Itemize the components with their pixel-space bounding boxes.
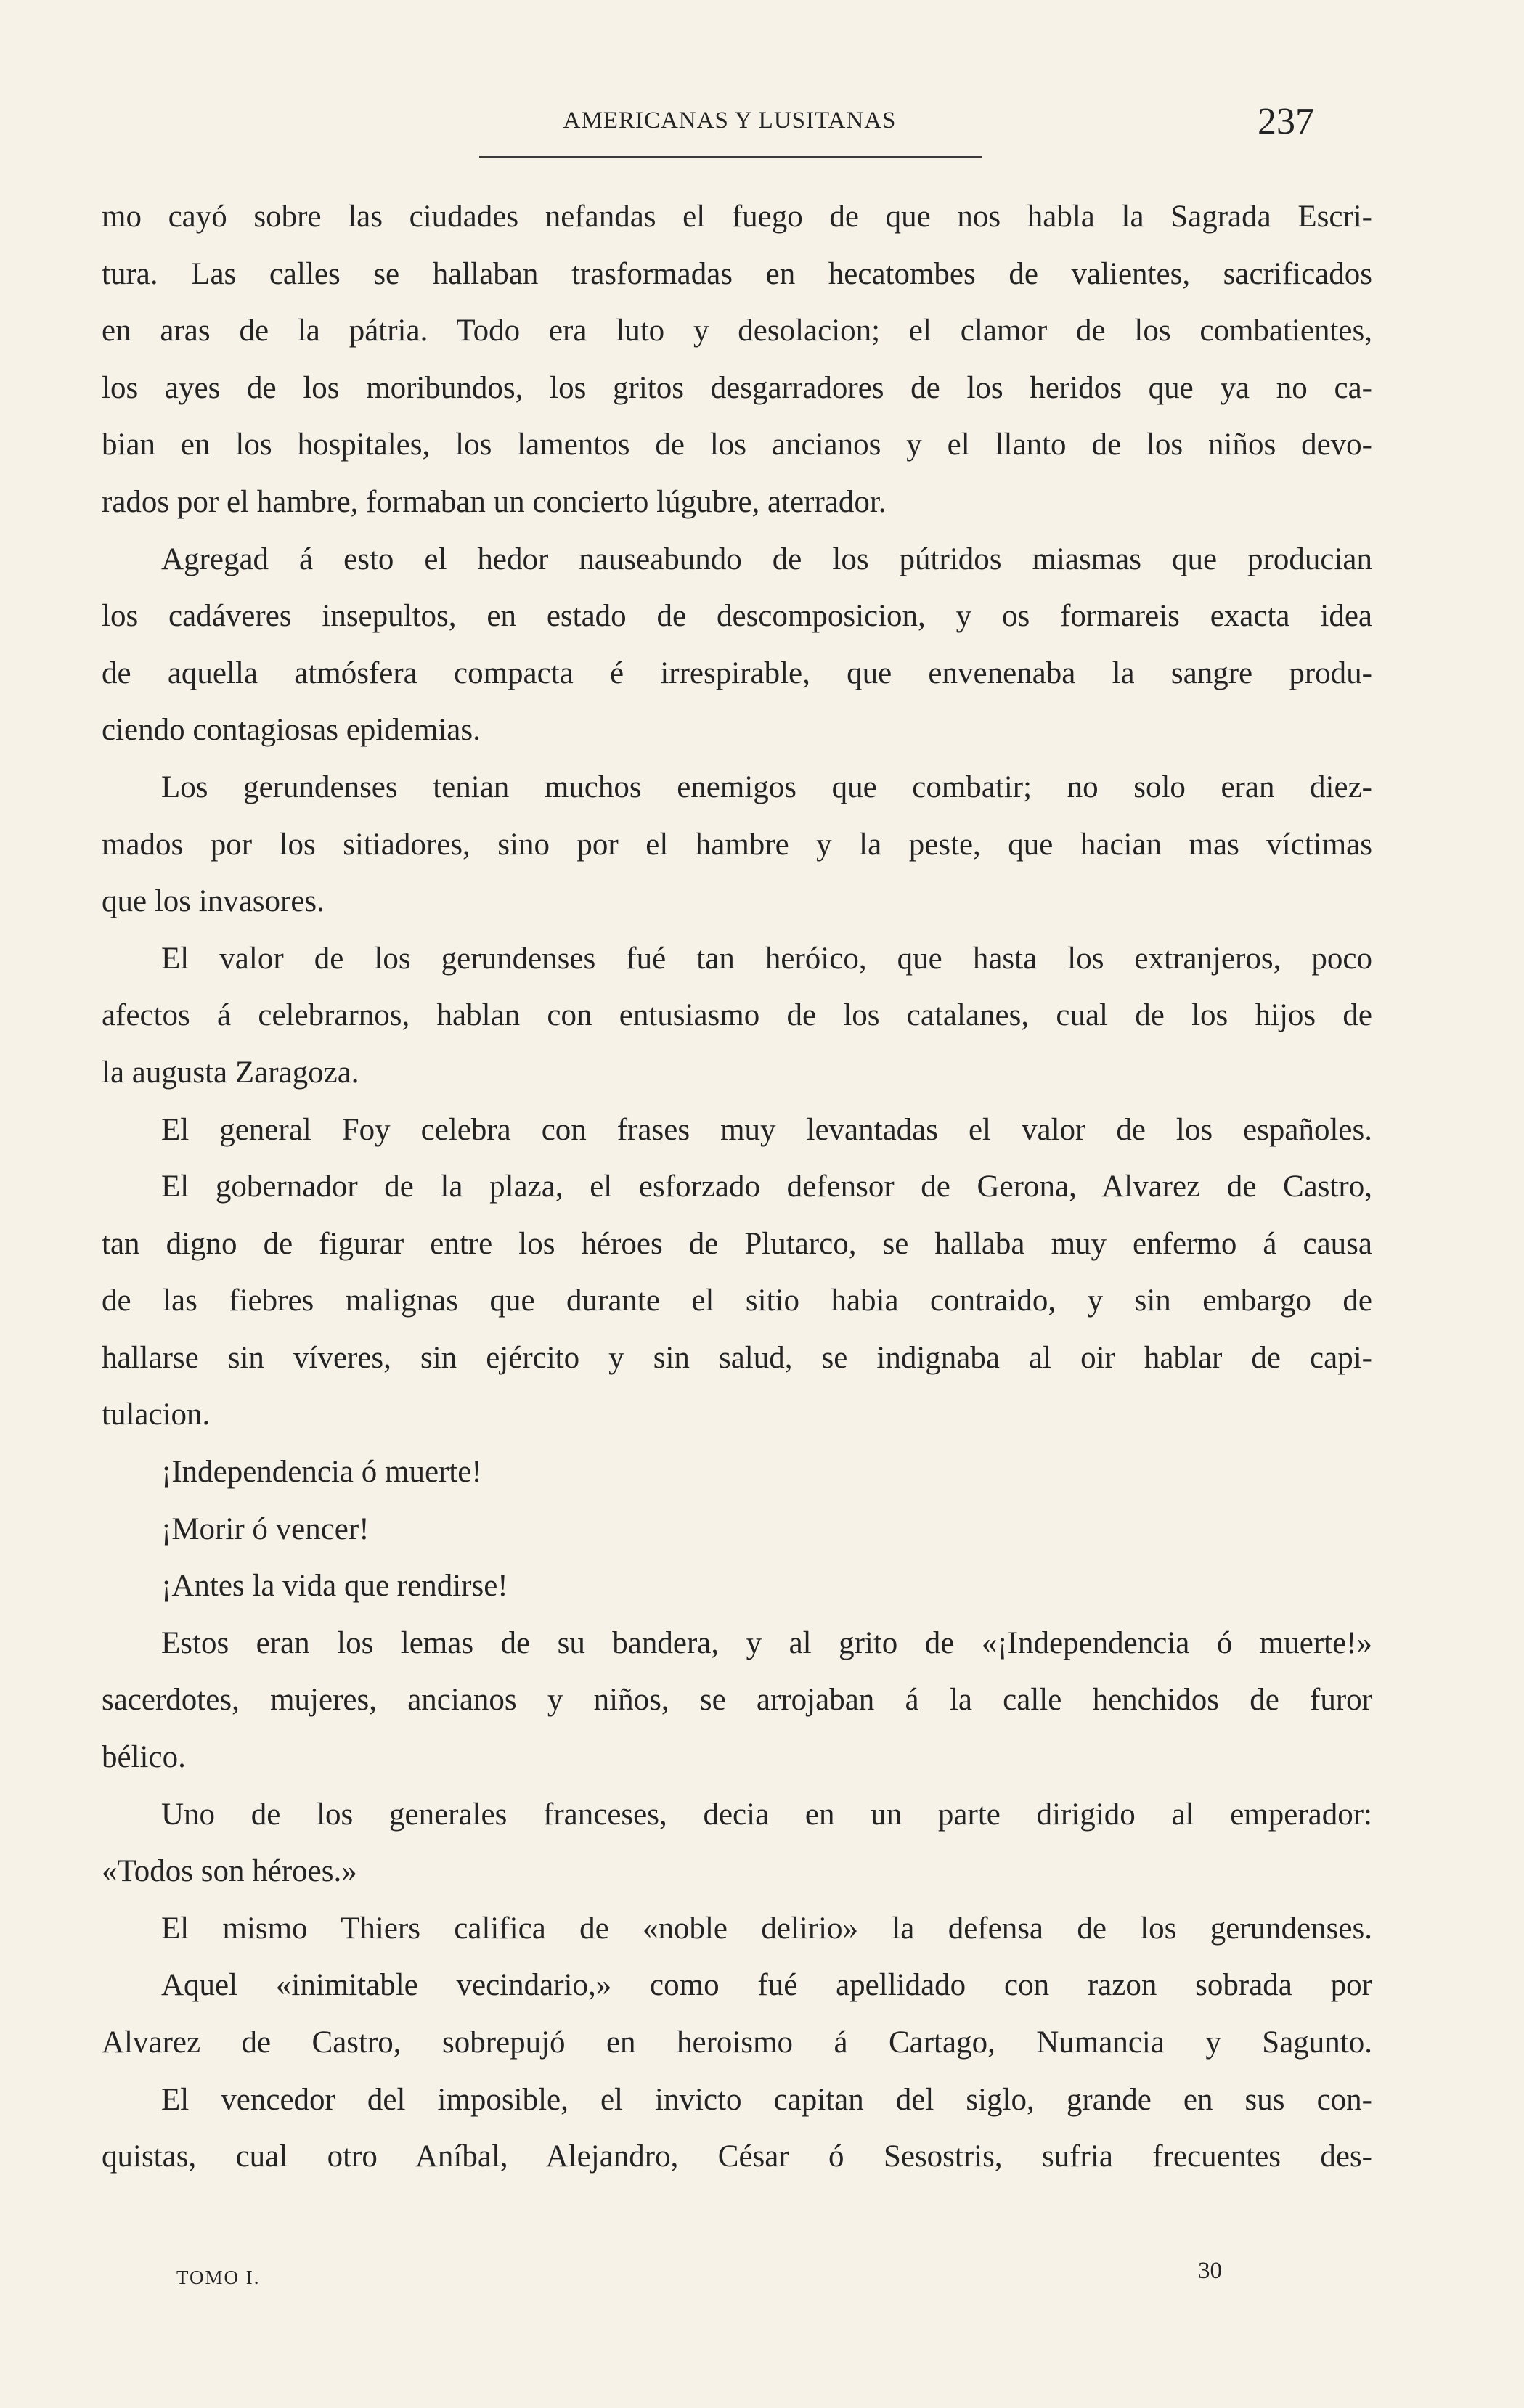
text-line: Los gerundenses tenian muchos enemigos que combatir; no solo eran diez- xyxy=(161,770,1372,804)
text-line: los cadáveres insepultos, en estado de descomposicion, y os formareis exacta idea xyxy=(102,599,1372,634)
text-line: bian en los hospitales, los lamentos de los ancianos y el llanto de los niños devo- xyxy=(102,428,1372,462)
text-line: tan digno de figurar entre los héroes de Plutarco, se hallaba muy enfermo á causa xyxy=(102,1226,1372,1261)
text-line: El vencedor del imposible, el invicto capitan del siglo, grande en sus con- xyxy=(161,2082,1372,2117)
signature-mark: TOMO I. xyxy=(176,2266,261,2288)
text-line: que los invasores. xyxy=(102,884,325,919)
body-text xyxy=(102,189,1372,2186)
signature-number: 30 xyxy=(1198,2258,1222,2284)
text-line: tulacion. xyxy=(102,1397,211,1432)
text-line: mados por los sitiadores, sino por el hambre y la peste, que hacian mas víctimas xyxy=(102,827,1372,862)
page-number: 237 xyxy=(1258,101,1314,142)
text-line: mo cayó sobre las ciudades nefandas el fuego de que nos habla la Sagrada Escri- xyxy=(102,200,1372,234)
text-line: Estos eran los lemas de su bandera, y al grito de «¡Independencia ó muerte!» xyxy=(161,1625,1372,1660)
text-line: afectos á celebrarnos, hablan con entusiasmo de los catalanes, cual de los hijos de xyxy=(102,998,1372,1033)
text-line: El general Foy celebra con frases muy levantadas el valor de los españoles. xyxy=(161,1112,1372,1147)
text-line: bélico. xyxy=(102,1740,186,1775)
text-line: en aras de la pátria. Todo era luto y desolacion; el clamor de los combatientes, xyxy=(102,314,1372,348)
text-line: sacerdotes, mujeres, ancianos y niños, se arrojaban á la calle henchidos de furor xyxy=(102,1683,1372,1718)
text-line: la augusta Zaragoza. xyxy=(102,1055,359,1090)
text-line: rados por el hambre, formaban un concierto lúgubre, aterrador. xyxy=(102,484,887,519)
text-line: «Todos son héroes.» xyxy=(102,1854,357,1889)
text-line: quistas, cual otro Aníbal, Alejandro, César ó Sesostris, sufria frecuentes des- xyxy=(102,2139,1372,2174)
text-line: ciendo contagiosas epidemias. xyxy=(102,713,481,748)
text-line: hallarse sin víveres, sin ejército y sin salud, se indignaba al oir hablar de capi- xyxy=(102,1340,1372,1375)
text-line: El mismo Thiers califica de «noble delirio» la defensa de los gerundenses. xyxy=(161,1911,1372,1946)
text-line: de las fiebres malignas que durante el sitio habia contraido, y sin embargo de xyxy=(102,1283,1372,1318)
text-line: Aquel «inimitable vecindario,» como fué apellidado con razon sobrada por xyxy=(161,1968,1372,2003)
header-rule xyxy=(479,156,982,158)
text-line: El gobernador de la plaza, el esforzado defensor de Gerona, Alvarez de Castro, xyxy=(161,1170,1372,1204)
text-line: ¡Independencia ó muerte! xyxy=(161,1455,482,1490)
text-line: ¡Morir ó vencer! xyxy=(161,1511,370,1546)
text-line: Agregad á esto el hedor nauseabundo de los pútridos miasmas que producian xyxy=(161,542,1372,576)
text-line: de aquella atmósfera compacta é irrespirable, que envenenaba la sangre produ- xyxy=(102,656,1372,690)
text-line: Alvarez de Castro, sobrepujó en heroismo á Cartago, Numancia y Sagunto. xyxy=(102,2025,1372,2060)
text-line: tura. Las calles se hallaban trasformadas en hecatombes de valientes, sacrificados xyxy=(102,256,1372,291)
text-line: ¡Antes la vida que rendirse! xyxy=(161,1569,508,1604)
text-line: El valor de los gerundenses fué tan heróico, que hasta los extranjeros, poco xyxy=(161,941,1372,976)
running-title: AMERICANAS Y LUSITANAS xyxy=(563,107,897,134)
text-line: Uno de los generales franceses, decia en un parte dirigido al emperador: xyxy=(161,1797,1372,1832)
text-line: los ayes de los moribundos, los gritos desgarradores de los heridos que ya no ca- xyxy=(102,370,1372,405)
